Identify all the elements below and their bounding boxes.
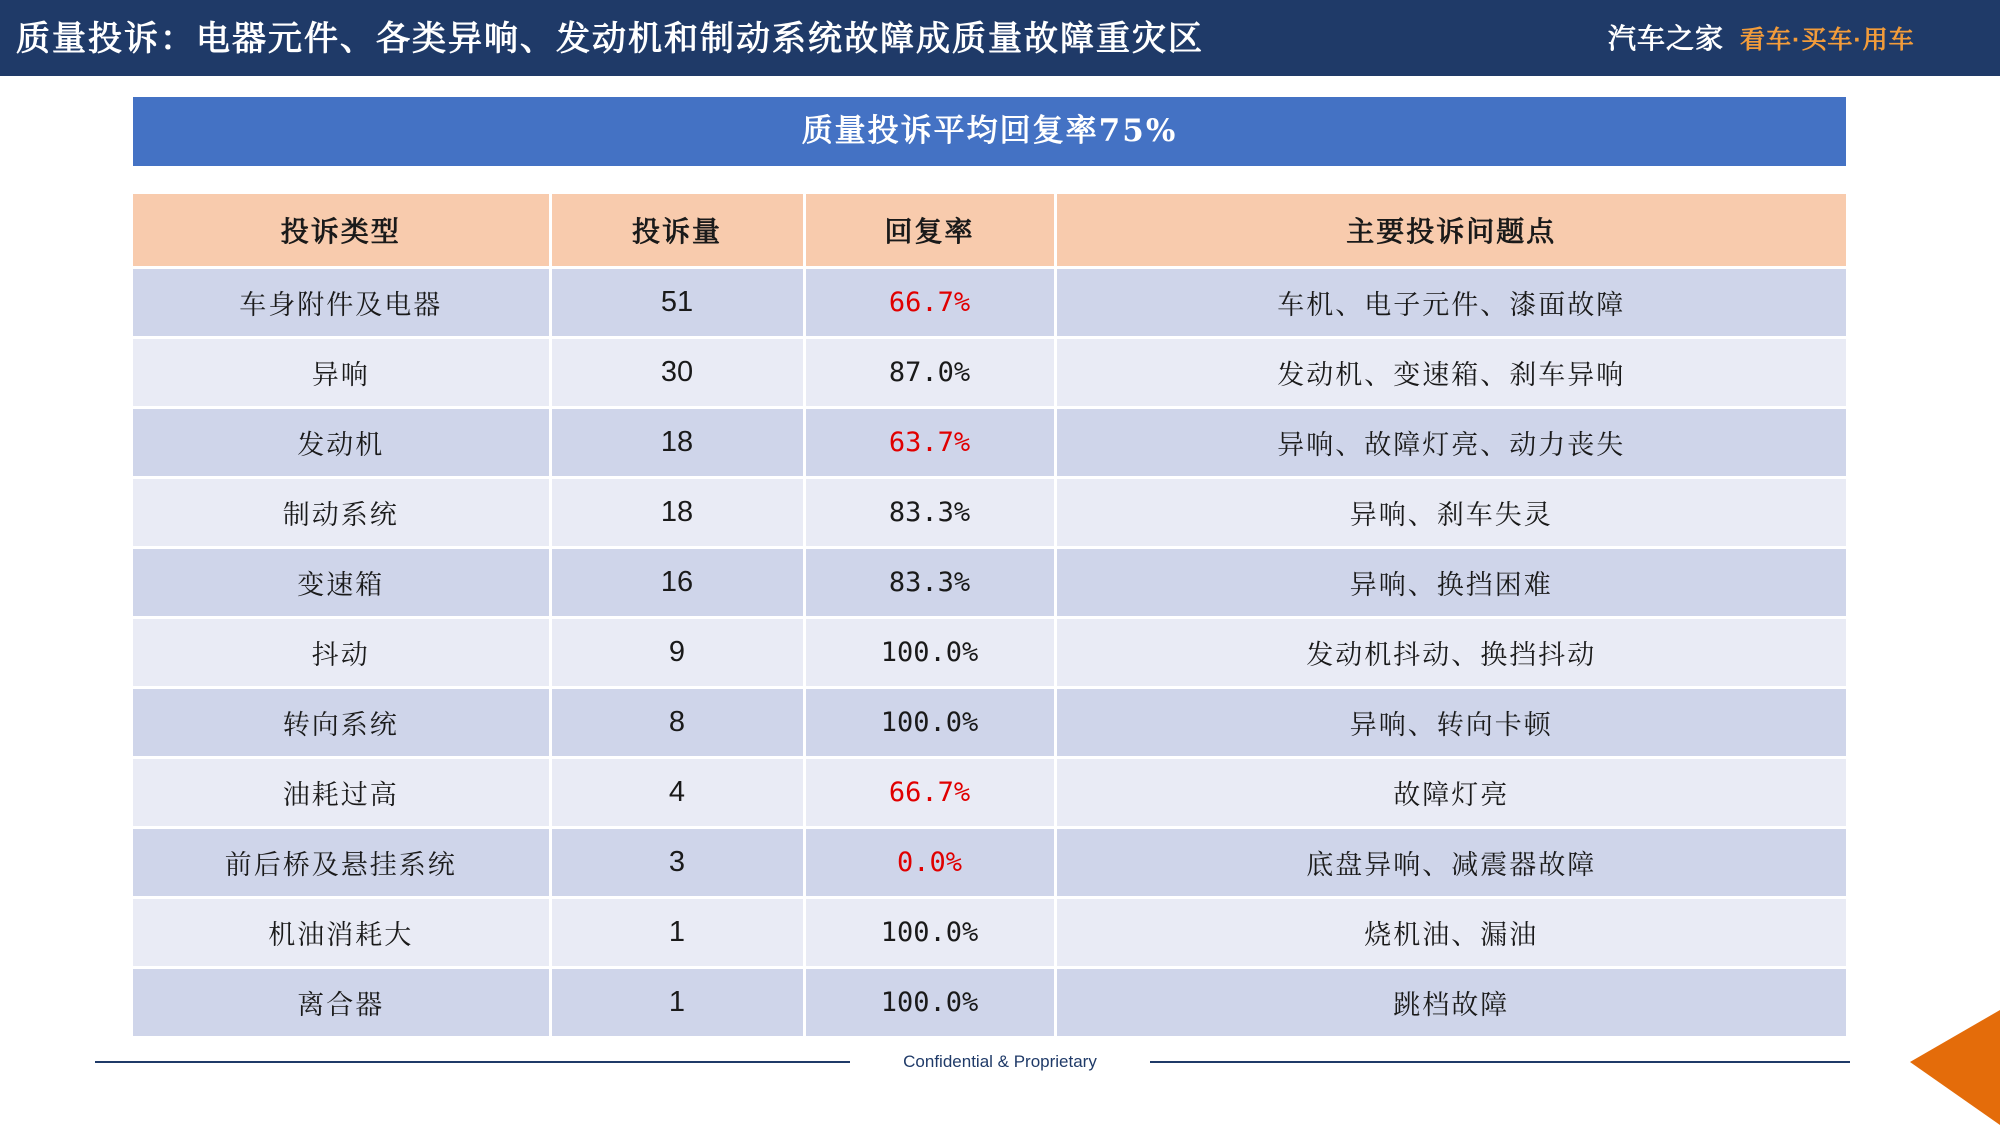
- header-reply-rate: 回复率: [804, 194, 1055, 268]
- table-row: [133, 268, 1846, 338]
- cell-rate: 63.7%: [804, 408, 1055, 478]
- footer-divider-left: [95, 1061, 850, 1063]
- cell-type: 变速箱: [133, 548, 550, 618]
- header-complaint-count: 投诉量: [550, 194, 804, 268]
- cell-rate: 87.0%: [804, 338, 1055, 408]
- cell-issues: 跳档故障: [1055, 968, 1846, 1038]
- header-main-issues: 主要投诉问题点: [1055, 194, 1846, 268]
- cell-count: 3: [550, 828, 804, 898]
- table-row: [133, 968, 1846, 1038]
- cell-count: 16: [550, 548, 804, 618]
- cell-rate: 0.0%: [804, 828, 1055, 898]
- table-row: [133, 618, 1846, 688]
- cell-type: 制动系统: [133, 478, 550, 548]
- brand-slogan: 看车·买车·用车: [1740, 26, 1915, 54]
- table-row: [133, 828, 1846, 898]
- cell-count: 1: [550, 898, 804, 968]
- footer-confidential-text: Confidential & Proprietary: [903, 1052, 1097, 1071]
- cell-count: 30: [550, 338, 804, 408]
- summary-banner: 质量投诉平均回复率75%: [133, 97, 1846, 166]
- cell-type: 油耗过高: [133, 758, 550, 828]
- cell-count: 8: [550, 688, 804, 758]
- table-row: [133, 478, 1846, 548]
- cell-count: 51: [550, 268, 804, 338]
- cell-rate: 83.3%: [804, 548, 1055, 618]
- cell-type: 发动机: [133, 408, 550, 478]
- table-row: [133, 338, 1846, 408]
- table-row: [133, 688, 1846, 758]
- cell-type: 异响: [133, 338, 550, 408]
- table-row: [133, 548, 1846, 618]
- cell-type: 抖动: [133, 618, 550, 688]
- cell-rate: 100.0%: [804, 968, 1055, 1038]
- cell-rate: 66.7%: [804, 268, 1055, 338]
- brand-logo: [1608, 0, 1915, 76]
- cell-type: 车身附件及电器: [133, 268, 550, 338]
- cell-type: 转向系统: [133, 688, 550, 758]
- table-header-row: [133, 194, 1846, 268]
- cell-issues: 异响、转向卡顿: [1055, 688, 1846, 758]
- cell-rate: 83.3%: [804, 478, 1055, 548]
- cell-count: 9: [550, 618, 804, 688]
- cell-count: 4: [550, 758, 804, 828]
- cell-issues: 故障灯亮: [1055, 758, 1846, 828]
- cell-issues: 底盘异响、减震器故障: [1055, 828, 1846, 898]
- table-row: [133, 898, 1846, 968]
- cell-type: 离合器: [133, 968, 550, 1038]
- header-complaint-type: 投诉类型: [133, 194, 550, 268]
- slide-title: 质量投诉：电器元件、各类异响、发动机和制动系统故障成质量故障重灾区: [16, 19, 1204, 59]
- table-row: [133, 758, 1846, 828]
- cell-type: 机油消耗大: [133, 898, 550, 968]
- cell-type: 前后桥及悬挂系统: [133, 828, 550, 898]
- cell-rate: 100.0%: [804, 898, 1055, 968]
- brand-name: 汽车之家: [1608, 23, 1725, 54]
- footer-divider-right: [1150, 1061, 1850, 1063]
- cell-issues: 车机、电子元件、漆面故障: [1055, 268, 1846, 338]
- cell-issues: 烧机油、漏油: [1055, 898, 1846, 968]
- cell-count: 18: [550, 478, 804, 548]
- top-header-bar: [0, 0, 2000, 76]
- cell-count: 1: [550, 968, 804, 1038]
- cell-issues: 发动机抖动、换挡抖动: [1055, 618, 1846, 688]
- complaint-table: [133, 194, 1846, 1039]
- cell-issues: 异响、故障灯亮、动力丧失: [1055, 408, 1846, 478]
- cell-rate: 100.0%: [804, 688, 1055, 758]
- cell-rate: 66.7%: [804, 758, 1055, 828]
- cell-issues: 异响、刹车失灵: [1055, 478, 1846, 548]
- corner-triangle-decoration: [1910, 1010, 2000, 1125]
- cell-rate: 100.0%: [804, 618, 1055, 688]
- cell-count: 18: [550, 408, 804, 478]
- cell-issues: 异响、换挡困难: [1055, 548, 1846, 618]
- cell-issues: 发动机、变速箱、刹车异响: [1055, 338, 1846, 408]
- table-row: [133, 408, 1846, 478]
